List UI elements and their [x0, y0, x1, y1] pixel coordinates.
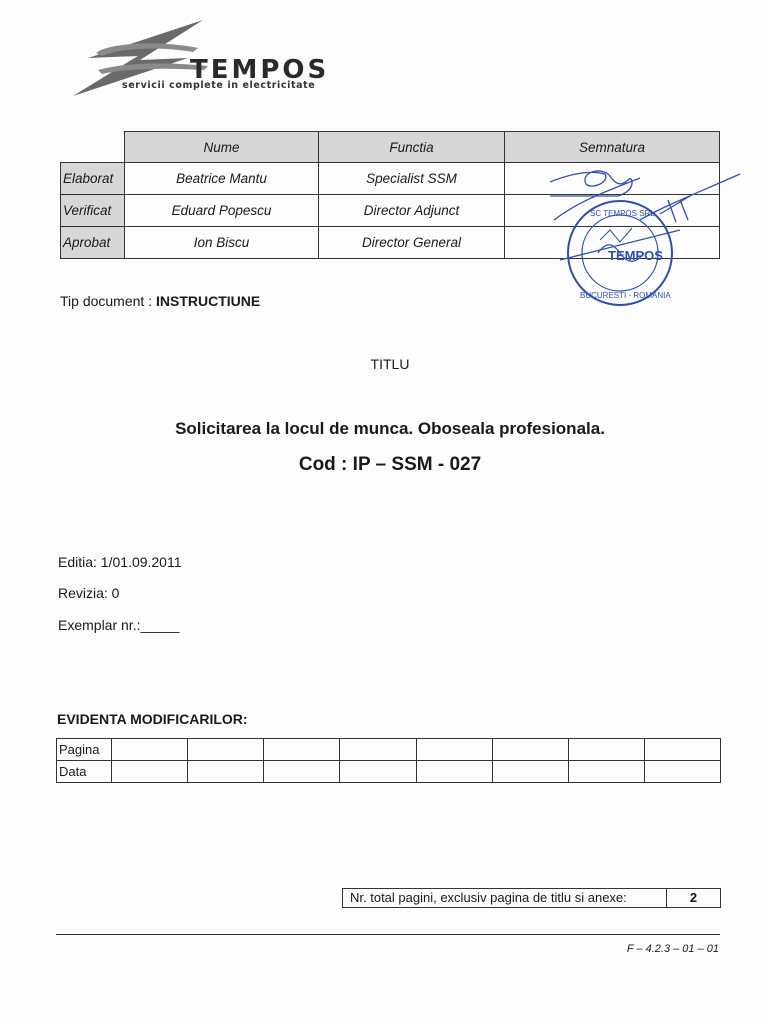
person-function: Specialist SSM: [319, 163, 505, 195]
table-cell: [264, 739, 340, 761]
table-row: [57, 761, 721, 783]
table-cell: [188, 761, 264, 783]
total-pages-value: 2: [689, 890, 698, 905]
person-function: Director Adjunct: [319, 195, 505, 227]
table-row: [57, 739, 721, 761]
table-cell: [340, 761, 416, 783]
table-cell: [112, 739, 188, 761]
row-label-pagina: Pagina: [57, 739, 112, 761]
modifications-heading: EVIDENTA MODIFICARILOR:: [57, 711, 248, 727]
table-cell: [112, 761, 188, 783]
table-cell: [416, 739, 492, 761]
table-cell: [340, 739, 416, 761]
document-title: Solicitarea la locul de munca. Oboseala profesionala.: [175, 419, 605, 438]
person-name: Beatrice Mantu: [125, 163, 319, 195]
title-label: TITLU: [370, 356, 410, 372]
table-cell: [188, 739, 264, 761]
table-cell: [492, 739, 568, 761]
person-name: Eduard Popescu: [125, 195, 319, 227]
column-header-functia: Functia: [319, 132, 505, 163]
table-cell: [416, 761, 492, 783]
stamp-company: SC TEMPOS SRL: [590, 209, 655, 218]
table-cell: [568, 761, 644, 783]
table-cell: [644, 761, 720, 783]
document-type: [60, 293, 260, 309]
column-header-semnatura: Semnatura: [505, 132, 720, 163]
table-cell: [644, 739, 720, 761]
table-cell: [568, 739, 644, 761]
document-type-value: INSTRUCTIUNE: [155, 293, 261, 309]
footer-divider: [56, 934, 720, 935]
revision: Revizia: 0: [58, 585, 120, 601]
table-cell: [264, 761, 340, 783]
company-tagline: servicii complete in electricitate: [122, 80, 316, 91]
edition: Editia: 1/01.09.2011: [58, 554, 182, 570]
document-type-label: Tip document :: [60, 293, 153, 309]
document-code: Cod : IP – SSM - 027: [298, 454, 482, 475]
row-label-aprobat: Aprobat: [61, 227, 125, 259]
row-label-verificat: Verificat: [61, 195, 125, 227]
table-corner: [61, 132, 125, 163]
total-pages-box: [342, 888, 721, 908]
table-cell: [492, 761, 568, 783]
modifications-table: [56, 738, 721, 783]
copy-number: Exemplar nr.:_____: [58, 617, 180, 633]
person-function: Director General: [319, 227, 505, 259]
form-code: F – 4.2.3 – 01 – 01: [626, 943, 719, 955]
signatures-and-stamp: [540, 160, 750, 320]
person-name: Ion Biscu: [125, 227, 319, 259]
stamp-text: TEMPOS: [608, 248, 663, 263]
row-label-elaborat: Elaborat: [61, 163, 125, 195]
column-header-nume: Nume: [125, 132, 319, 163]
stamp-city: BUCURESTI - ROMANIA: [580, 291, 671, 300]
total-pages-label: Nr. total pagini, exclusiv pagina de titlu si anexe:: [343, 889, 667, 907]
row-label-data: Data: [57, 761, 112, 783]
company-name: TEMPOS: [190, 55, 330, 85]
